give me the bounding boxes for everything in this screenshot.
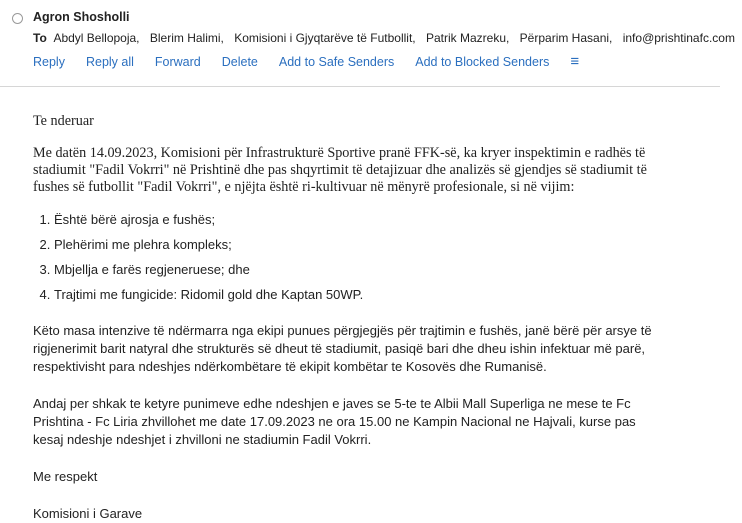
greeting: Te nderuar [33, 113, 94, 129]
signature: Komisioni i Garave [33, 506, 143, 521]
forward-button[interactable]: Forward [154, 55, 201, 69]
list-item: 4. Trajtimi me fungicide: Ridomil gold dhe Kaptan 50WP. [54, 286, 663, 304]
add-blocked-sender-button[interactable]: Add to Blocked Senders [415, 55, 550, 69]
recipient[interactable]: Abdyl Bellopoja, [53, 31, 140, 45]
delete-button[interactable]: Delete [221, 55, 258, 69]
message-header [0, 0, 735, 86]
to-label: To [33, 31, 47, 45]
measures-paragraph: Këto masa intenzive të ndërmarra nga ekipi punues përgjegjës për trajtimin e fushës, janë bërë për arsye të rigjenerimit barit natyral dhe strukturës së dheut të stadiumit, pasiqë bari dhe dheu ishin infektuar më parë, respektivisht para ndeshjes ndërkombëtare të ekipit kombëtar te Kosovës dhe Rumanisë. [33, 323, 652, 374]
message-body [33, 113, 663, 523]
header-divider [0, 86, 720, 87]
recipient[interactable]: Patrik Mazreku, [425, 31, 510, 45]
list-item: 2. Plehërimi me plehra kompleks; [54, 236, 663, 254]
recipient[interactable]: Komisioni i Gjyqtarëve të Futbollit, [234, 31, 416, 45]
match-paragraph: Andaj per shkak te ketyre punimeve edhe ndeshjen e javes se 5-te te Albii Mall Superliga ne mese te Fc Prishtina - Fc Liria zhvillohet me date 17.09.2023 ne ora 15.00 ne Kampin Nacional ne Hajvali, kurse pas kesaj ndeshje ndeshjet i zhvilloni ne stadiumin Fadil Vokrri. [33, 396, 636, 447]
select-radio[interactable] [12, 13, 23, 24]
list-item: 1. Është bërë ajrosja e fushës; [54, 211, 663, 229]
message-actions [33, 55, 579, 69]
recipient[interactable]: Përparim Hasani, [519, 31, 613, 45]
closing-regards: Me respekt [33, 469, 98, 484]
reply-button[interactable]: Reply [33, 55, 65, 69]
add-safe-sender-button[interactable]: Add to Safe Senders [278, 55, 395, 69]
list-item: 3. Mbjellja e farës regjeneruese; dhe [54, 261, 663, 279]
reply-all-button[interactable]: Reply all [85, 55, 134, 69]
intro-paragraph: Me datën 14.09.2023, Komisioni për Infrastrukturë Sportive pranë FFK-së, ka kryer inspektimin e radhës të stadiumit "Fadil Vokrri" në Prishtinë dhe pas shqyrtimit të detajizuar dhe analizës së gjendjes së stadiumit të fushes së futbollit "Fadil Vokrri", e njëjta është ri-kultivuar në mënyrë profesionale, si në vijim: [33, 145, 647, 195]
steps-list [33, 211, 663, 304]
recipient[interactable]: info@prishtinafc.com [622, 31, 735, 45]
sender-name: Agron Shosholli [33, 10, 130, 24]
recipients-line [33, 31, 735, 45]
recipient[interactable]: Blerim Halimi, [149, 31, 224, 45]
more-menu-icon[interactable]: ≡ [570, 53, 580, 70]
